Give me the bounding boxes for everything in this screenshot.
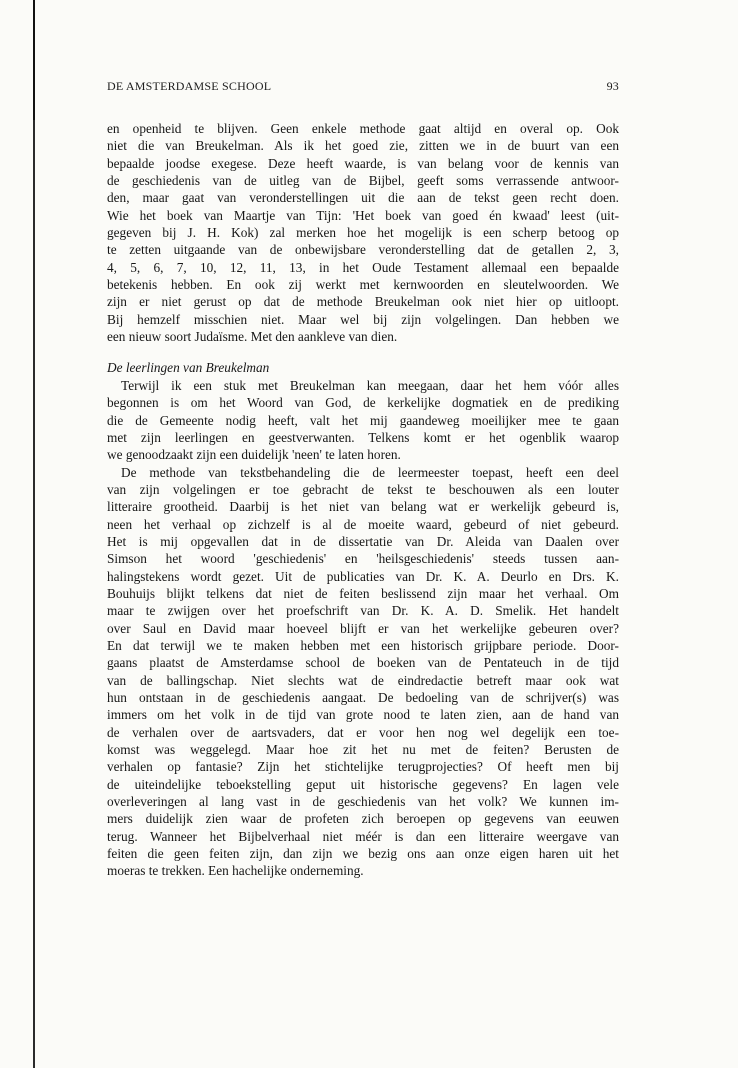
text-line: niet die van Breukelman. Als ik het goed zie, zitten we in de buurt van een: [107, 138, 619, 154]
text-line: hun ontstaan in de geschiedenis aangaat. De bedoeling van de schrijver(s) was: [107, 690, 619, 705]
text-line: gegeven bij J. H. Kok) zal merken hoe het mogelijk is een scherp betoog op: [107, 225, 619, 241]
text-line: een nieuw soort Judaïsme. Met den aankleve van dien.: [107, 329, 398, 345]
text-line: verhalen op fantasie? Zijn het stichtelijke terugprojecties? Of heeft men bij: [107, 759, 619, 775]
text-line: litteraire grootheid. Daarbij is het niet van belang wat er werkelijk gebeurd is,: [107, 499, 619, 515]
text-line: Wie het boek van Maartje van Tijn: 'Het boek van goed én kwaad' leest (uit-: [107, 207, 619, 223]
page-number: 93: [606, 79, 619, 93]
text-line: overleveringen al lang vast in de geschiedenis van het volk? We kunnen im-: [107, 794, 619, 810]
text-line: Bouhuijs blijkt telkens dat niet de feiten beslissend zijn maar het verhaal. Om: [107, 585, 619, 601]
text-line: Het is mij opgevallen dat in de dissertatie van Dr. Aleida van Daalen over: [107, 533, 619, 549]
paragraph-1: [107, 120, 619, 345]
scan-edge-line: [33, 0, 35, 1068]
text-line: terug. Wanneer het Bijbelverhaal niet méér is dan een litteraire weergave van: [107, 828, 619, 844]
text-line: met zijn leerlingen en geestverwanten. Telkens komt er het ogenblik waarop: [107, 429, 619, 445]
text-line: de geschiedenis van de uitleg van de Bijbel, geeft soms verrassende antwoor-: [107, 173, 619, 189]
text-line: feiten die geen feiten zijn, dan zijn we bezig ons aan onze eigen haren uit het: [107, 846, 619, 862]
text-line: over Saul en David maar hoeveel blijft er van het werkelijke gebeuren over?: [107, 620, 619, 636]
text-line: de verhalen over de aartsvaders, dat er voor hen nog wel degelijk een toe-: [107, 724, 619, 740]
text-line: den, maar gaat van veronderstellingen uit die aan de tekst geen recht doen.: [107, 190, 619, 206]
text-line: mers duidelijk zien waar de profeten zich beroepen op gegevens van eeuwen: [107, 811, 619, 827]
text-line: 4, 5, 6, 7, 10, 12, 11, 13, in het Oude Testament allemaal een bepaalde: [107, 259, 619, 275]
text-line: neen het verhaal op zichzelf is al de moeite waard, gebeurd of niet gebeurd.: [107, 516, 619, 532]
text-line: we genoodzaakt zijn een duidelijk 'neen' te laten horen.: [107, 447, 401, 463]
paragraph-2: [107, 377, 619, 464]
paragraph-3: [107, 464, 619, 880]
scan-edge-shadow: [33, 0, 35, 120]
text-line: moeras te trekken. Een hachelijke onderneming.: [107, 863, 364, 879]
text-line: Simson het woord 'geschiedenis' en 'heilsgeschiedenis' steeds tussen aan-: [107, 551, 619, 567]
body-text: [107, 120, 619, 880]
text-line: en openheid te blijven. Geen enkele methode gaat altijd en overal op. Ook: [107, 121, 619, 136]
section-heading: De leerlingen van Breukelman: [107, 360, 270, 376]
text-line: te zetten uitgaande van de onbewijsbare veronderstelling dat de getallen 2, 3,: [107, 242, 619, 258]
text-line: van de ballingschap. Niet slechts wat de eindredactie betreft maar ook wat: [107, 672, 619, 688]
text-line: De methode van tekstbehandeling die de leermeester toepast, heeft een deel: [121, 464, 619, 480]
text-line: zijn er niet gerust op dat de methode Breukelman ook niet hier op uitloopt.: [107, 294, 619, 310]
text-line: die de Gemeente nodig heeft, valt het mij gaandeweg moeilijker mee te gaan: [107, 412, 619, 428]
text-line: de uiteindelijke teboekstelling geput uit historische gegevens? En lagen vele: [107, 776, 619, 792]
text-line: betekenis hebben. En ook zij werkt met kernwoorden en sleutelwoorden. We: [107, 277, 619, 293]
text-line: gaans plaatst de Amsterdamse school de boeken van de Pentateuch in de tijd: [107, 655, 619, 671]
section-gap: [107, 345, 619, 359]
text-line: halingstekens wordt gezet. Uit de publicaties van Dr. K. A. Deurlo en Drs. K.: [107, 568, 619, 584]
text-line: komst was weggelegd. Maar hoe zit het nu met de feiten? Berusten de: [107, 742, 619, 758]
text-line: immers om het volk in de tijd van grote nood te laten zien, aan de hand van: [107, 707, 619, 723]
text-line: bepaalde joodse exegese. Deze heeft waarde, is van belang voor de kennis van: [107, 155, 619, 171]
text-line: Bij hemzelf misschien niet. Maar wel bij zijn volgelingen. Dan hebben we: [107, 311, 619, 327]
text-line: begonnen is om het Woord van God, de kerkelijke dogmatiek en de prediking: [107, 395, 619, 411]
text-line: van zijn volgelingen er toe gebracht de tekst te beschouwen als een louter: [107, 481, 619, 497]
running-head: DE AMSTERDAMSE SCHOOL: [107, 79, 272, 93]
text-line: En dat terwijl we te maken hebben met een historisch grijpbare periode. Door-: [107, 637, 619, 653]
text-line: maar te zwijgen over het proefschrift van Dr. K. A. D. Smelik. Het handelt: [107, 603, 619, 619]
text-line: Terwijl ik een stuk met Breukelman kan meegaan, daar het hem vóór alles: [121, 377, 619, 393]
